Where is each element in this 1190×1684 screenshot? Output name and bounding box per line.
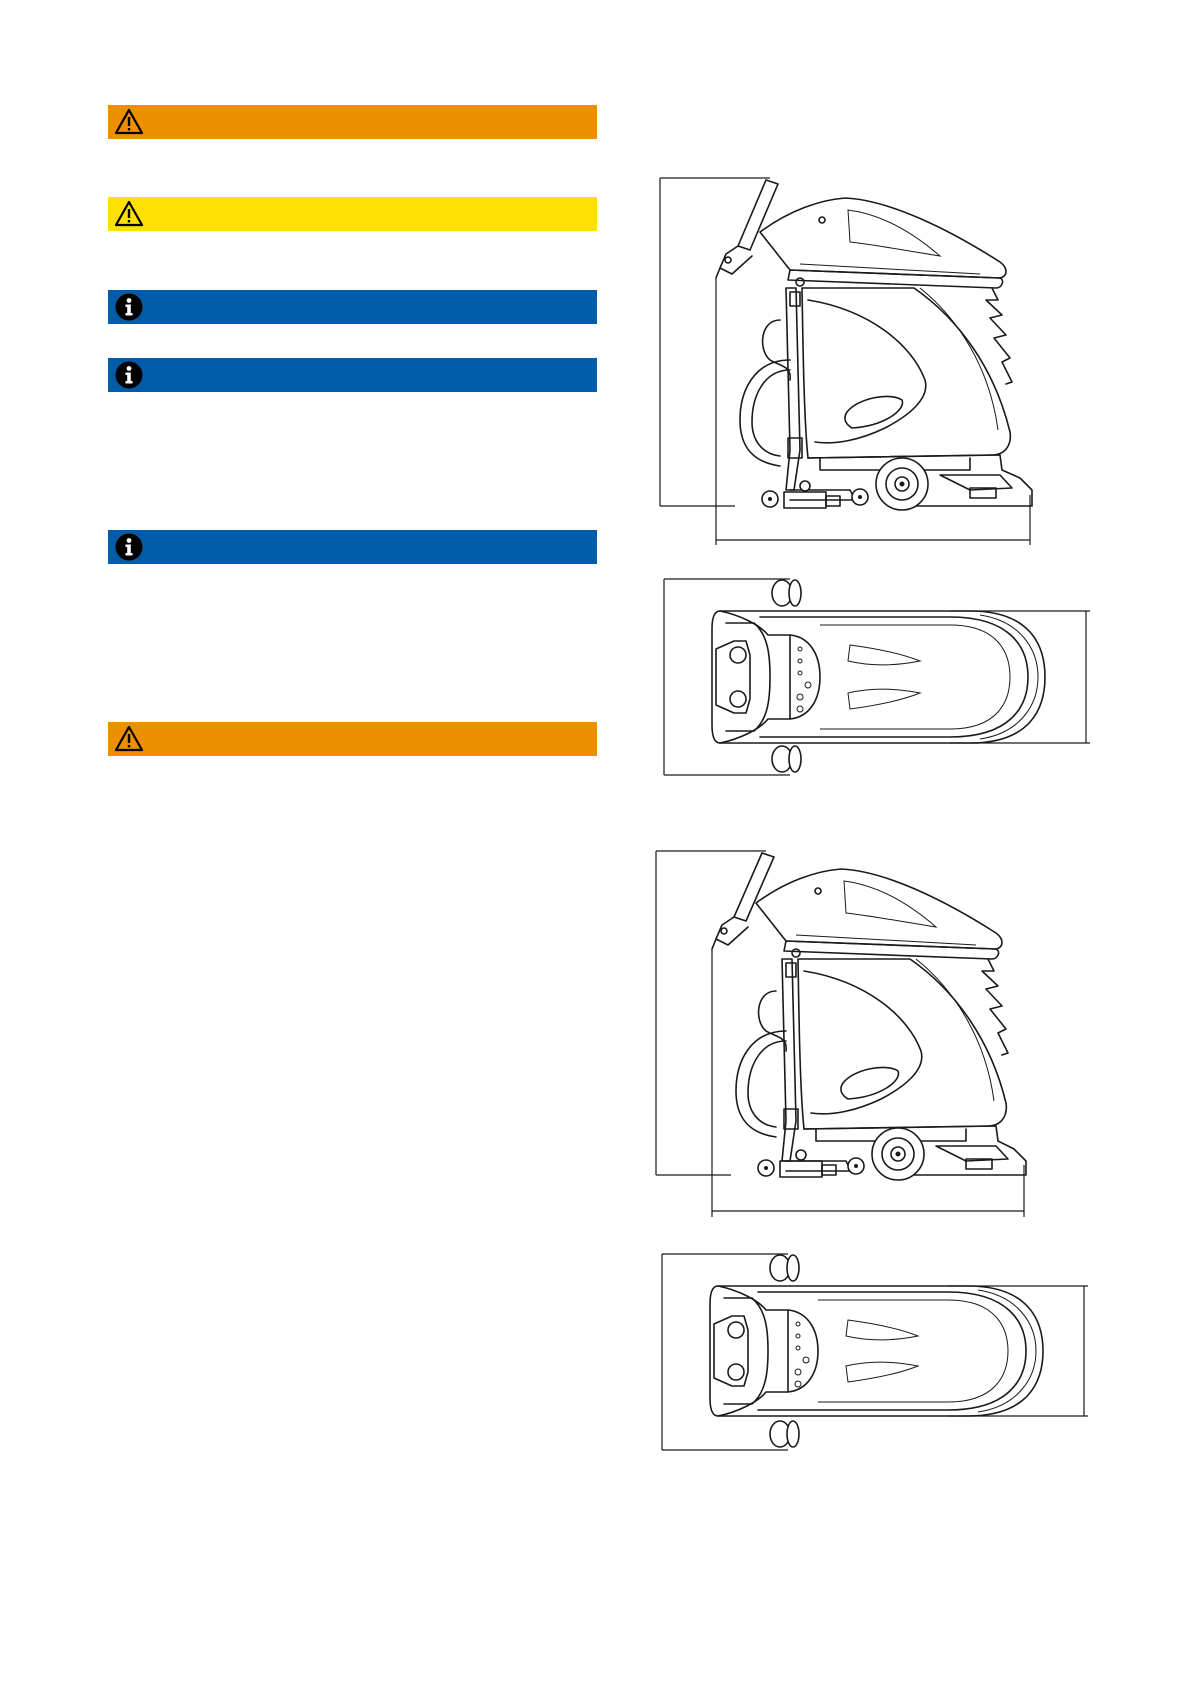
- info-bar-2: [108, 358, 597, 392]
- tank-body: [798, 959, 1008, 1129]
- warning-bar-2: [108, 722, 597, 756]
- handle: [712, 853, 774, 949]
- top-view-drawing-1: [650, 575, 1100, 780]
- info-bar-1: [108, 290, 597, 324]
- tank-lid: [760, 198, 1006, 288]
- dimension-lines: [656, 851, 1024, 1217]
- info-icon: [114, 292, 144, 322]
- top-view-svg-1: [650, 575, 1100, 780]
- dimension-lines: [662, 1254, 1088, 1450]
- hose-and-mast: [740, 288, 802, 490]
- machine-outline: [712, 611, 1045, 743]
- machine-outline: [710, 1286, 1043, 1416]
- info-bar-3: [108, 530, 597, 564]
- tank-body: [802, 288, 1012, 458]
- side-view-drawing-2: [636, 845, 1036, 1225]
- caution-bar: [108, 197, 597, 231]
- warning-bar-1: [108, 105, 597, 139]
- squeegee-wheels: [770, 1255, 799, 1447]
- warning-triangle-icon: [114, 724, 144, 754]
- side-view-drawing-1: [640, 170, 1040, 550]
- info-icon: [114, 532, 144, 562]
- top-view-svg-2: [648, 1250, 1098, 1455]
- warning-triangle-icon: [114, 107, 144, 137]
- side-view-svg-2: [636, 845, 1036, 1225]
- side-view-svg-1: [640, 170, 1040, 550]
- warning-triangle-icon: [114, 199, 144, 229]
- tank-lid: [756, 869, 1002, 959]
- handle: [716, 180, 778, 278]
- hose-and-mast: [736, 959, 798, 1161]
- dimension-lines: [664, 579, 1090, 775]
- top-view-drawing-2: [648, 1250, 1098, 1455]
- info-icon: [114, 360, 144, 390]
